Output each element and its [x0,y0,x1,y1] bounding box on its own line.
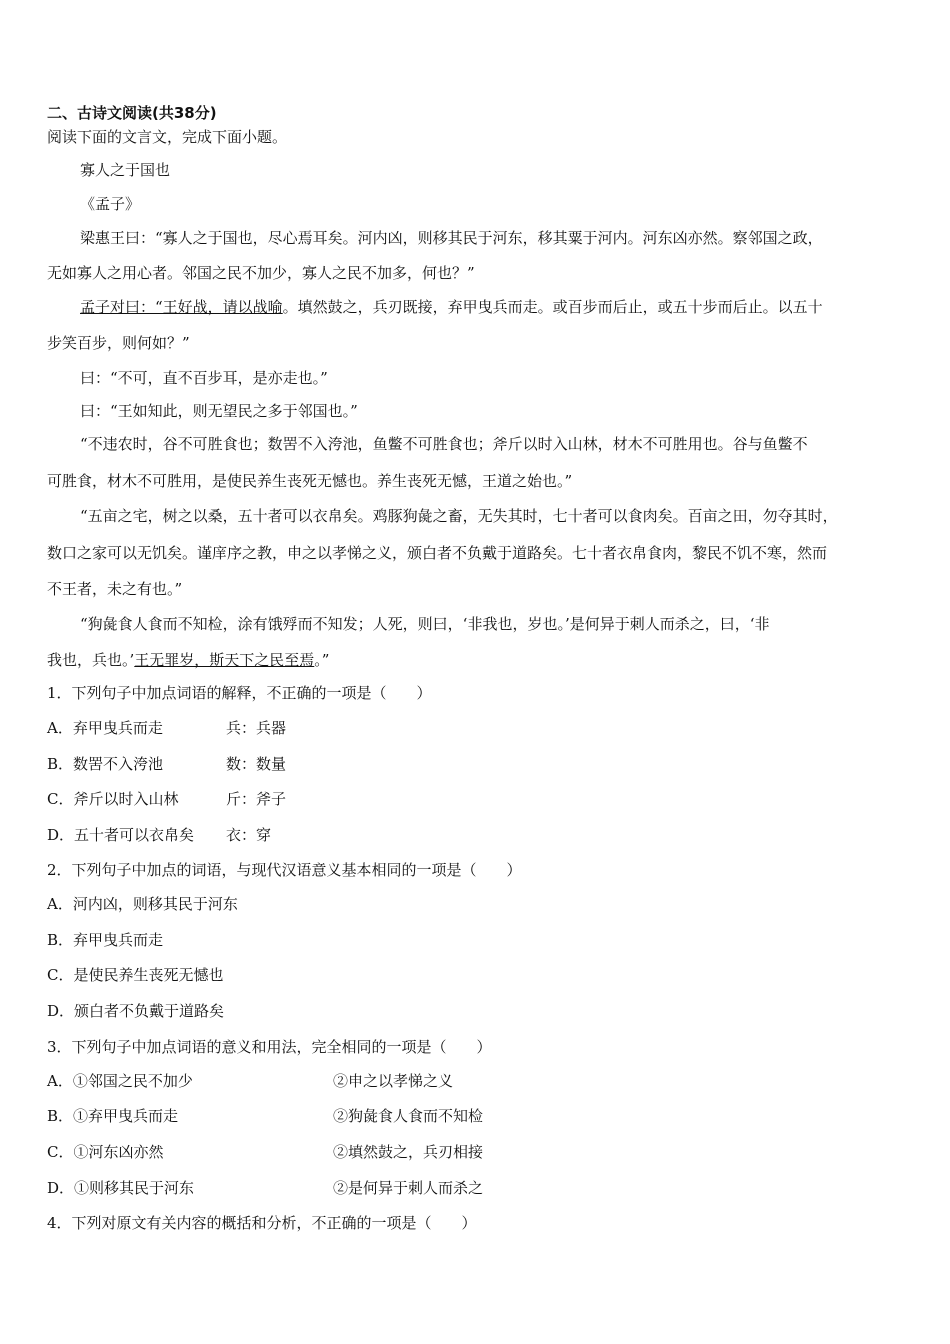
option-note: ②狗彘食人食而不知检 [333,1107,484,1125]
option-note: 兵：兵器 [226,719,287,737]
option-row: D．五十者可以衣帛矣 [47,826,195,844]
option-row: D．①则移其民于河东 [47,1179,195,1197]
passage-paragraph: 曰：“不可，直不百步耳，是亦走也。” [80,369,328,387]
question-stem: 3．下列句子中加点词语的意义和用法，完全相同的一项是（ ） [47,1038,492,1056]
passage-paragraph: 曰：“王如知此，则无望民之多于邻国也。” [80,402,358,420]
passage-paragraph: 可胜食，材木不可胜用，是使民养生丧死无憾也。养生丧死无憾，王道之始也。” [47,472,573,490]
instruction: 阅读下面的文言文，完成下面小题。 [47,128,288,146]
passage-paragraph: “狗彘食人食而不知检，涂有饿殍而不知发；人死，则曰，‘非我也，岁也。’是何异于刺人而杀之，曰，‘非 [80,615,770,633]
option-row: B．数罟不入洿池 [47,755,164,773]
question-stem: 4．下列对原文有关内容的概括和分析，不正确的一项是（ ） [47,1214,477,1232]
option-note: 数：数量 [226,755,287,773]
passage-title: 寡人之于国也 [80,161,171,179]
passage-paragraph: 不王者，未之有也。” [47,580,183,598]
passage-paragraph: 梁惠王曰：“寡人之于国也，尽心焉耳矣。河内凶，则移其民于河东，移其粟于河内。河东凶亦然。察邻国之政， [80,229,823,247]
passage-paragraph: 我也，兵也。’王无罪岁，斯天下之民至焉。” [47,651,330,669]
question-stem: 2．下列句子中加点的词语，与现代汉语意义基本相同的一项是（ ） [47,861,522,879]
option-row: C．是使民养生丧死无憾也 [47,966,224,984]
option-row: B．①弃甲曳兵而走 [47,1107,179,1125]
option-row: C．斧斤以时入山林 [47,790,179,808]
option-note: ②填然鼓之，兵刃相接 [333,1143,484,1161]
passage-paragraph: 数口之家可以无饥矣。谨庠序之教，申之以孝悌之义，颁白者不负戴于道路矣。七十者衣帛食肉，黎民不饥不寒，然而 [47,544,828,562]
option-note: ②申之以孝悌之义 [333,1072,454,1090]
option-note: ②是何异于刺人而杀之 [333,1179,484,1197]
passage-paragraph: 步笑百步，则何如？” [47,334,190,352]
section-title: 二、古诗文阅读(共38分) [47,104,217,122]
passage-paragraph: 无如寡人之用心者。邻国之民不加少，寡人之民不加多，何也？” [47,264,475,282]
option-note: 衣：穿 [226,826,272,844]
underlined-sentence: 孟子对曰：“王好战，请以战喻 [80,298,283,316]
underlined-sentence: 王无罪岁，斯天下之民至焉 [134,651,315,669]
option-note: 斤：斧子 [226,790,287,808]
passage-source: 《孟子》 [80,195,141,213]
option-row: A．①邻国之民不加少 [47,1072,193,1090]
passage-paragraph: “不违农时，谷不可胜食也；数罟不入洿池，鱼鳖不可胜食也；斧斤以时入山林，材木不可胜用也。谷与鱼鳖不 [80,435,808,453]
option-row: D．颁白者不负戴于道路矣 [47,1002,225,1020]
passage-paragraph: 孟子对曰：“王好战，请以战喻。填然鼓之，兵刃既接，弃甲曳兵而走。或百步而后止，或五十步而后止。以五十 [80,298,823,316]
question-stem: 1．下列句子中加点词语的解释，不正确的一项是（ ） [47,684,432,702]
option-row: A．弃甲曳兵而走 [47,719,163,737]
option-row: A．河内凶，则移其民于河东 [47,895,238,913]
option-row: C．①河东凶亦然 [47,1143,164,1161]
option-row: B．弃甲曳兵而走 [47,931,164,949]
passage-paragraph: “五亩之宅，树之以桑，五十者可以衣帛矣。鸡豚狗彘之畜，无失其时，七十者可以食肉矣。百亩之田，勿夺其时， [80,507,838,525]
